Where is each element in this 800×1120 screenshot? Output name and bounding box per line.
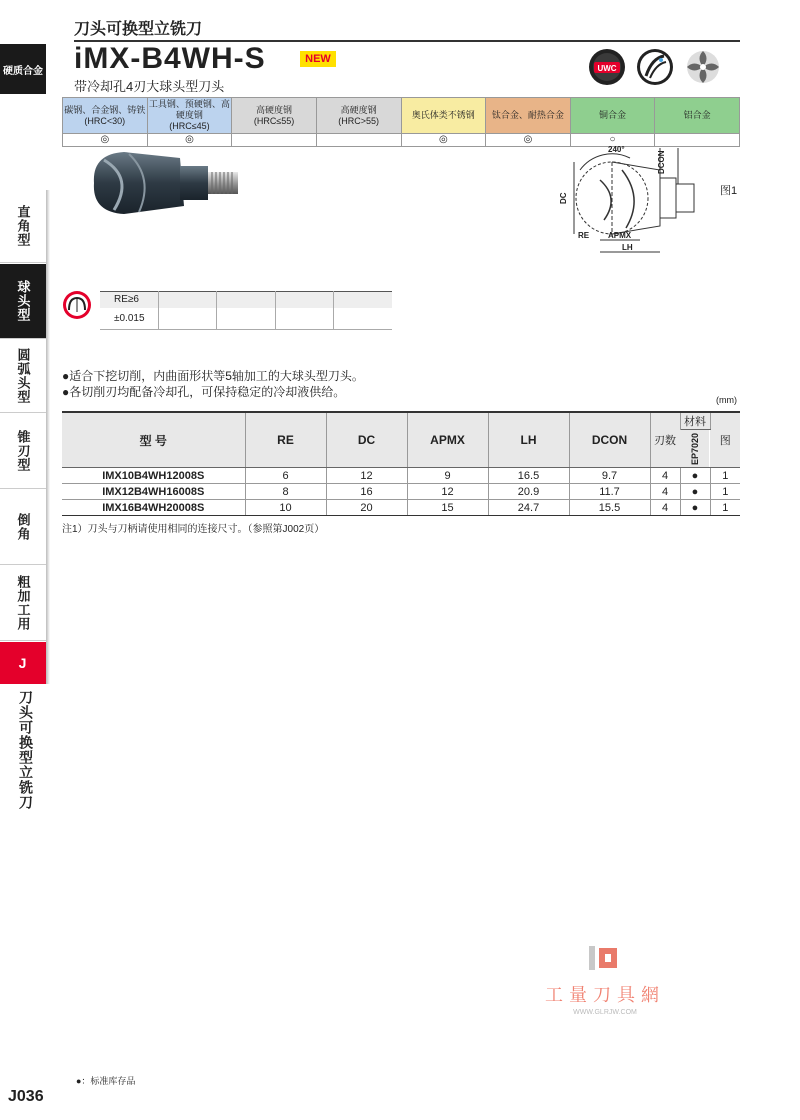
cell-flutes: 4 (650, 468, 680, 484)
material-name: 高硬度钢 (340, 104, 377, 115)
bullet-item: ●各切削刃均配备冷却孔，可保持稳定的冷却液供给。 (62, 385, 346, 399)
cell-model: IMX10B4WH12008S (62, 468, 245, 484)
watermark (540, 944, 670, 1016)
cell-flutes: 4 (650, 500, 680, 516)
header-apmx: APMX (407, 412, 488, 468)
tolerance-icon (62, 290, 92, 320)
material-hardness: (HRC≤45) (169, 121, 210, 131)
suitability-mark: ◎ (63, 134, 148, 147)
header-re: RE (245, 412, 326, 468)
header-figure: 图 (710, 412, 740, 468)
material-header (570, 98, 655, 134)
header-flutes: 刃数 (650, 412, 680, 468)
tab-roughing[interactable]: 粗加工用 (0, 566, 46, 640)
table-row (62, 484, 740, 500)
cell-dc: 12 (326, 468, 407, 484)
table-row (62, 468, 740, 484)
tab-shadow (46, 190, 50, 684)
material-name: 碳钢、合金钢、铸铁 (64, 104, 146, 115)
cell-dcon: 15.5 (569, 500, 650, 516)
uwc-label: UWC (597, 64, 617, 73)
cell-re: 10 (245, 500, 326, 516)
figure-label: 图1 (720, 185, 738, 197)
re-label: RE (578, 231, 590, 240)
cell-lh: 16.5 (488, 468, 569, 484)
header-dc: DC (326, 412, 407, 468)
four-flute-icon (684, 48, 722, 86)
material-header (316, 98, 401, 134)
header-dcon: DCON (569, 412, 650, 468)
cell-dc: 16 (326, 484, 407, 500)
cell-dcon: 11.7 (569, 484, 650, 500)
cell-apmx: 9 (407, 468, 488, 484)
suitability-mark: ◎ (401, 134, 486, 147)
tab-chamfer[interactable]: 倒角 (0, 490, 46, 564)
coolant-hole-icon (636, 48, 674, 86)
dcon-label: DCON (657, 150, 666, 174)
suitability-mark (232, 134, 317, 147)
cell-dcon: 9.7 (569, 468, 650, 484)
material-name: 铜合金 (599, 110, 627, 120)
material-header (486, 98, 571, 134)
feature-bullets (62, 368, 364, 400)
angle-label: 240° (608, 145, 625, 154)
tolerance-cell (334, 292, 392, 308)
suitability-mark: ○ (570, 134, 655, 147)
subtitle: 带冷却孔4刃大球头型刀头 (74, 79, 225, 94)
material-hardness: (HRC<30) (84, 115, 126, 126)
watermark-logo-icon (585, 944, 625, 972)
header-material: 材料 (680, 412, 710, 430)
material-name: 高硬度钢 (256, 104, 293, 115)
cell-lh: 24.7 (488, 500, 569, 516)
tab-square[interactable]: 直角型 (0, 190, 46, 262)
lh-label: LH (622, 243, 633, 252)
cell-fig: 1 (710, 484, 740, 500)
product-image (84, 148, 244, 218)
material-name: 铝合金 (683, 110, 711, 120)
cell-fig: 1 (710, 500, 740, 516)
cell-model: IMX16B4WH20008S (62, 500, 245, 516)
tab-divider (0, 338, 46, 339)
cell-stock: ● (680, 468, 710, 484)
cell-model: IMX12B4WH16008S (62, 484, 245, 500)
cell-apmx: 12 (407, 484, 488, 500)
header-lh: LH (488, 412, 569, 468)
cell-re: 8 (245, 484, 326, 500)
tolerance-cell (275, 292, 333, 308)
material-name: 工具钢、预硬钢、高硬度钢 (148, 99, 230, 120)
cell-stock: ● (680, 484, 710, 500)
material-hardness: (HRC>55) (338, 115, 380, 126)
spec-table (62, 411, 740, 516)
page-number: J036 (8, 1088, 44, 1105)
table-row (62, 500, 740, 516)
suitability-mark: ◎ (147, 134, 232, 147)
tab-divider (0, 564, 46, 565)
tab-divider (0, 640, 46, 641)
unit-label: (mm) (716, 395, 737, 405)
cell-apmx: 15 (407, 500, 488, 516)
tolerance-cell (334, 308, 392, 330)
stock-legend: ●：标准库存品 (76, 1076, 136, 1086)
dimension-diagram (560, 140, 740, 260)
bullet-item: ●适合下挖切削，内曲面形状等5轴加工的大球头型刀头。 (62, 369, 364, 383)
cell-lh: 20.9 (488, 484, 569, 500)
footnote: 注1）刀头与刀柄请使用相同的连接尺寸。（参照第J002页） (62, 524, 325, 535)
material-header (232, 98, 317, 134)
cell-flutes: 4 (650, 484, 680, 500)
suitability-mark (316, 134, 401, 147)
category-title: 刀头可换型立铣刀 (74, 21, 203, 38)
material-name: 钛合金、耐热合金 (491, 110, 564, 120)
tolerance-cell (217, 292, 275, 308)
tolerance-cell (158, 308, 216, 330)
cell-re: 6 (245, 468, 326, 484)
suitability-mark: ◎ (486, 134, 571, 147)
tolerance-cell: RE≥6 (100, 292, 158, 308)
tab-divider (0, 412, 46, 413)
hard-metal-tab[interactable]: 硬质合金 (0, 44, 46, 94)
watermark-url: WWW.GLRJW.COM (573, 1009, 637, 1016)
material-hardness: (HRC≤55) (253, 115, 295, 126)
tab-divider (0, 488, 46, 489)
tab-ball-nose[interactable]: 球头型 (0, 264, 46, 338)
tab-radius[interactable]: 圆弧头型 (0, 340, 46, 412)
tolerance-table (100, 291, 392, 330)
tab-taper[interactable]: 锥刃型 (0, 414, 46, 488)
cell-stock: ● (680, 500, 710, 516)
cell-dc: 20 (326, 500, 407, 516)
watermark-text: 工量刀具網 (545, 985, 665, 1005)
section-title: 刀头可换型立铣刀 (18, 690, 34, 810)
material-header (63, 98, 148, 134)
tab-section-j[interactable]: J (0, 642, 46, 684)
tolerance-cell (158, 292, 216, 308)
header-model: 型 号 (62, 412, 245, 468)
dc-label: DC (559, 192, 568, 204)
new-badge: NEW (300, 51, 336, 67)
material-header (655, 98, 740, 134)
header-grade: EP7020 (680, 430, 710, 468)
material-header (147, 98, 232, 134)
tolerance-cell: ±0.015 (100, 308, 158, 330)
tolerance-cell (275, 308, 333, 330)
material-name: 奥氏体类不锈钢 (411, 110, 475, 120)
apmx-label: APMX (608, 231, 632, 240)
cell-fig: 1 (710, 468, 740, 484)
model-title: iMX-B4WH-S (74, 42, 266, 75)
uwc-coating-icon (588, 48, 626, 86)
tab-divider (0, 262, 46, 263)
material-header (401, 98, 486, 134)
tolerance-cell (217, 308, 275, 330)
